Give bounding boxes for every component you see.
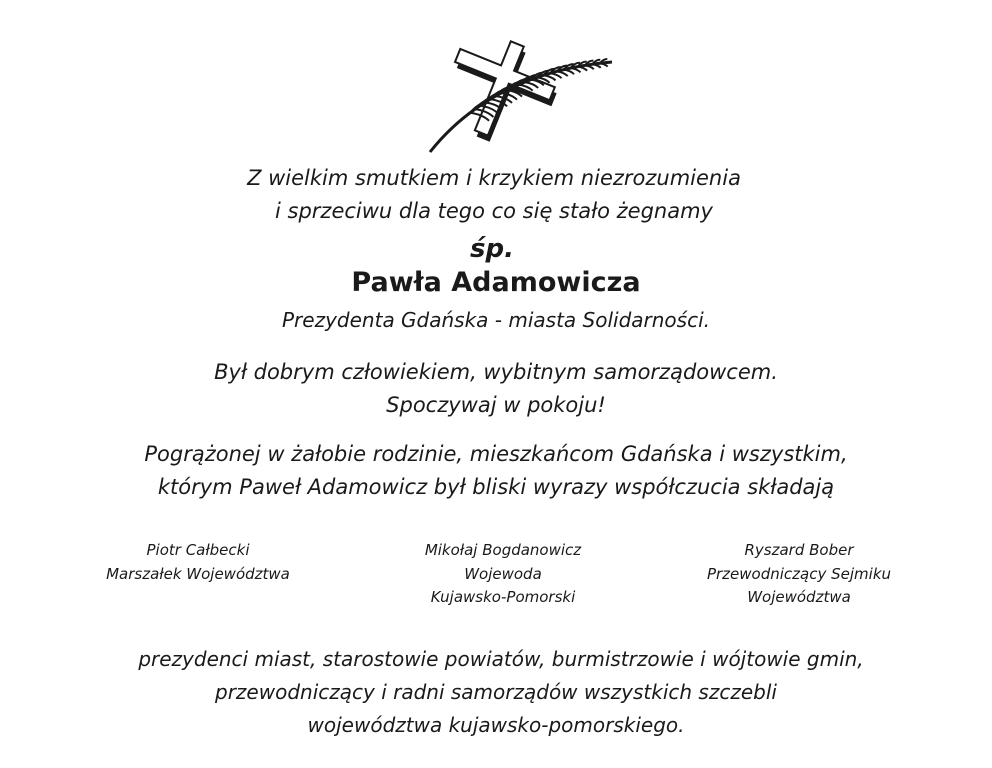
deceased-title: Prezydenta Gdańska - miasta Solidarności. (282, 308, 710, 332)
signer-marszalek (68, 539, 328, 586)
condolence-line-1: Pogrążonej w żałobie rodzinie, mieszkańcom Gdańska i wszystkim, (144, 442, 848, 466)
signer-role-region: Kujawsko-Pomorski (430, 588, 576, 606)
signer-name: Ryszard Bober (744, 541, 854, 559)
condolence-line-2: którym Paweł Adamowicz był bliski wyrazy współczucia składają (157, 475, 835, 499)
tribute-line-2: Spoczywaj w pokoju! (386, 393, 606, 417)
closing-line-3: województwa kujawsko-pomorskiego. (307, 713, 685, 737)
cross-with-palm-branch-icon (418, 34, 614, 154)
signer-przewodniczacy (669, 539, 929, 610)
closing-line-1: prezydenci miast, starostowie powiatów, burmistrzowie i wójtowie gmin, (138, 647, 864, 671)
closing-line-2: przewodniczący i radni samorządów wszystkich szczebli (215, 680, 777, 704)
signer-name: Piotr Całbecki (146, 541, 250, 559)
signer-role: Przewodniczący Sejmiku (706, 564, 892, 583)
intro-line-1: Z wielkim smutkiem i krzykiem niezrozumienia (247, 166, 741, 190)
signer-role: Wojewoda (464, 564, 542, 583)
palm-frond (585, 65, 594, 69)
signer-role-region: Województwa (747, 588, 851, 606)
signer-role: Marszałek Województwa (106, 564, 290, 583)
signatories (0, 539, 992, 619)
honorific: śp. (470, 234, 514, 264)
signer-wojewoda (373, 539, 633, 610)
signer-name: Mikołaj Bogdanowicz (424, 541, 582, 559)
tribute-line-1: Był dobrym człowiekiem, wybitnym samorządowcem. (214, 360, 778, 384)
intro-line-2: i sprzeciwu dla tego co się stało żegnamy (275, 199, 713, 223)
deceased-name: Pawła Adamowicza (351, 267, 641, 298)
